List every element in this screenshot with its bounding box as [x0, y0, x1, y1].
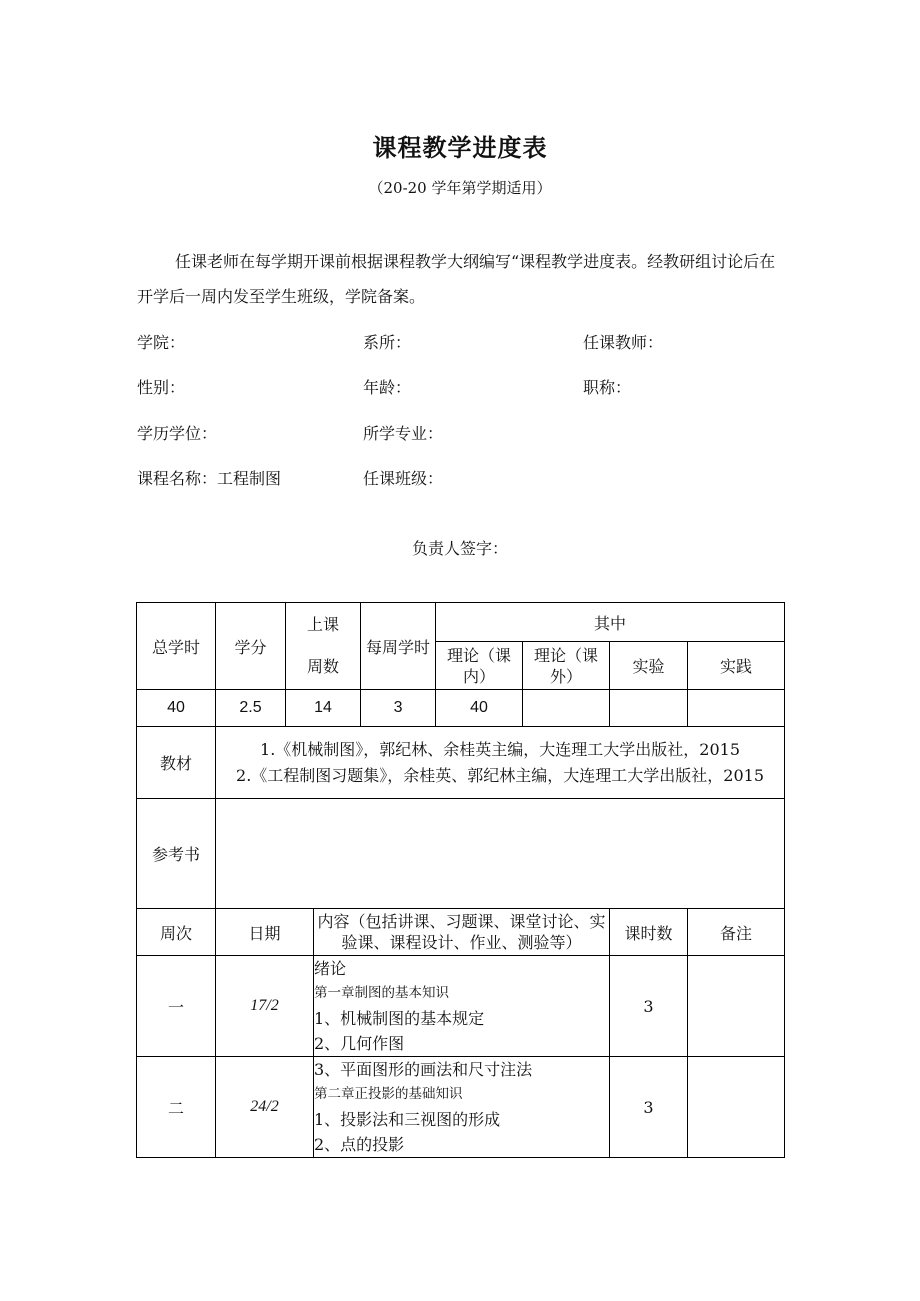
textbook-list — [216, 727, 785, 799]
header-theory-in — [436, 642, 523, 690]
value-experiment — [610, 690, 688, 727]
row-week: 二 — [137, 1057, 216, 1158]
content-line: 3、平面图形的画法和尺寸注法 — [314, 1060, 533, 1079]
course-name-label: 课程名称： — [137, 469, 218, 488]
row-date: 24/2 — [216, 1057, 314, 1158]
value-total-hours: 40 — [137, 690, 216, 727]
content-line: 第二章正投影的基础知识 — [314, 1086, 463, 1102]
schedule-header-notes: 备注 — [688, 909, 785, 956]
page-title: 课程教学进度表 — [372, 133, 548, 162]
schedule-header-content — [314, 909, 610, 956]
value-theory-in: 40 — [436, 690, 523, 727]
row-hours: 3 — [610, 956, 688, 1057]
content-line: 2、几何作图 — [314, 1034, 405, 1053]
header-theory-out-line1: 理论（课 — [534, 645, 599, 665]
department-field: 系所： — [363, 333, 412, 352]
course-name-value: 工程制图 — [217, 469, 282, 488]
row-hours: 3 — [610, 1057, 688, 1158]
header-weeks-line2: 周数 — [307, 657, 340, 676]
header-theory-in-line1: 理论（课 — [447, 645, 512, 665]
page-subtitle: （20-20 学年第学期适用） — [368, 179, 552, 197]
table-row — [137, 956, 785, 1057]
header-theory-in-line2: 内） — [463, 666, 496, 686]
row-notes — [688, 956, 785, 1057]
schedule-table — [136, 602, 785, 1158]
college-field: 学院： — [137, 333, 186, 352]
textbook-item: 2.《工程制图习题集》，余桂英、郭纪林主编，大连理工大学出版社，2015 — [236, 766, 765, 785]
schedule-header-content-line2: 验课、课程设计、作业、测验等） — [341, 933, 582, 952]
value-weekly-hours: 3 — [361, 690, 436, 727]
row-notes — [688, 1057, 785, 1158]
class-field: 任课班级： — [363, 469, 444, 488]
content-line: 第一章制图的基本知识 — [314, 985, 449, 1001]
signature-line: 负责人签字： — [411, 539, 508, 558]
course-name-field — [137, 466, 281, 489]
textbook-label: 教材 — [137, 727, 216, 799]
header-theory-out — [523, 642, 610, 690]
row-content — [314, 1057, 610, 1158]
content-line: 绪论 — [314, 959, 347, 978]
content-line: 2、点的投影 — [314, 1135, 405, 1154]
table-row — [137, 1057, 785, 1158]
row-week: 一 — [137, 956, 216, 1057]
header-weeks — [286, 603, 361, 690]
header-weekly-hours: 每周学时 — [361, 603, 436, 690]
header-total-hours: 总学时 — [137, 603, 216, 690]
reference-value — [216, 799, 785, 909]
header-credits: 学分 — [216, 603, 286, 690]
schedule-header-content-line1: 内容（包括讲课、习题课、课堂讨论、实 — [317, 912, 606, 931]
value-practice — [688, 690, 785, 727]
schedule-header-date: 日期 — [216, 909, 314, 956]
reference-label: 参考书 — [137, 799, 216, 909]
header-theory-out-line2: 外） — [550, 666, 583, 686]
value-theory-out — [523, 690, 610, 727]
teacher-field: 任课教师： — [583, 333, 664, 352]
textbook-item: 1.《机械制图》，郭纪林、余桂英主编，大连理工大学出版社，2015 — [260, 740, 741, 759]
age-field: 年龄： — [363, 378, 412, 397]
content-line: 1、机械制图的基本规定 — [314, 1009, 485, 1028]
professional-title-field: 职称： — [583, 378, 632, 397]
value-credits: 2.5 — [216, 690, 286, 727]
row-date: 17/2 — [216, 956, 314, 1057]
schedule-header-week: 周次 — [137, 909, 216, 956]
gender-field: 性别： — [137, 378, 186, 397]
value-weeks: 14 — [286, 690, 361, 727]
header-practice: 实践 — [688, 642, 785, 690]
major-field: 所学专业： — [363, 424, 444, 443]
intro-paragraph: 任课老师在每学期开课前根据课程教学大纲编写“课程教学进度表。经教研组讨论后在开学后一周内发至学生班级，学院备案。 — [137, 252, 776, 306]
header-among: 其中 — [436, 603, 785, 642]
schedule-header-hours: 课时数 — [610, 909, 688, 956]
header-weeks-line1: 上课 — [307, 615, 340, 634]
content-line: 1、投影法和三视图的形成 — [314, 1110, 501, 1129]
header-experiment: 实验 — [610, 642, 688, 690]
degree-field: 学历学位： — [137, 424, 218, 443]
row-content — [314, 956, 610, 1057]
